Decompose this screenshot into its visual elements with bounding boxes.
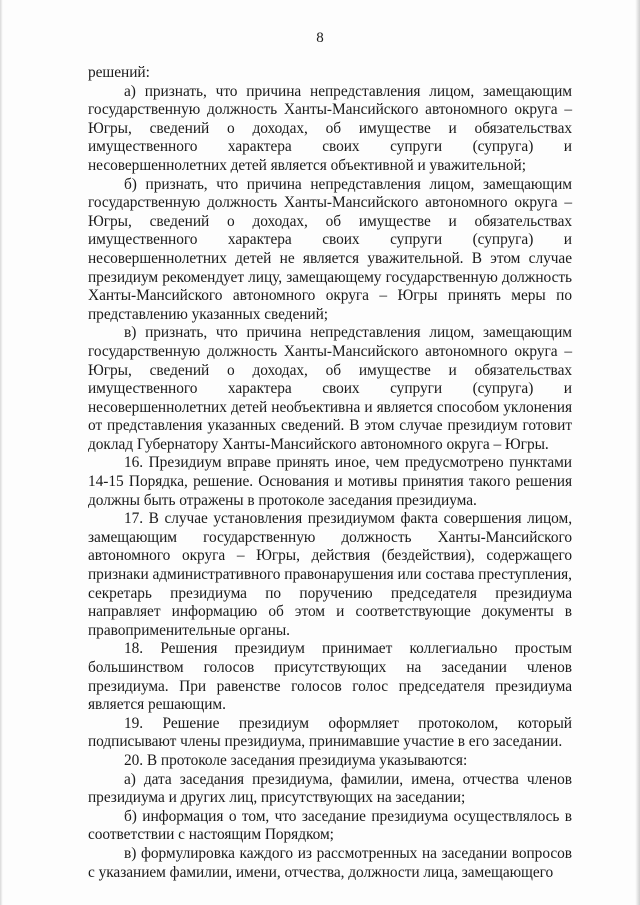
- paragraph-clause-16: 16. Президиум вправе принять иное, чем предусмотрено пунктами 14-15 Порядка, решение. Основания и мотивы принятия такого решения должны быть отражены в протоколе заседания президиума.: [88, 454, 572, 509]
- page-number: 8: [316, 30, 324, 46]
- paragraph-clause-18: 18. Решения президиум принимает коллегиально простым большинством голосов присутствующих на заседании членов президиума. При равенстве голосов голос председателя президиума является решающим.: [88, 640, 572, 714]
- paragraph-clause-20-b: б) информация о том, что заседание президиума осуществлялось в соответствии с настоящим Порядком;: [88, 807, 572, 844]
- paragraph-item-v: в) признать, что причина непредставления лицом, замещающим государственную должность Ханты-Мансийского автономного округа – Югры, сведений о доходах, об имуществе и обязательствах имущественного характера своих супруги (супруга) и несовершеннолетних детей необъективна и является способом уклонения от представления указанных сведений. В этом случае президиум готовит доклад Губернатору Ханты-Мансийского автономного округа – Югры.: [88, 324, 572, 453]
- paragraph-clause-20: 20. В протоколе заседания президиума указываются:: [124, 751, 468, 769]
- scan-edge-left: [0, 0, 3, 905]
- scan-edge-right: [635, 0, 640, 905]
- paragraph-clause-17: 17. В случае установления президиумом факта совершения лицом, замещающим государственную должность Ханты-Мансийского автономного округа – Югры, действия (бездействия), содержащего признаки административного правонарушения или состава преступления, секретарь президиума по поручению председателя президиума направляет информацию об этом и соответствующие документы в правоприменительные органы.: [88, 510, 572, 639]
- paragraph-item-a: а) признать, что причина непредставления лицом, замещающим государственную должность Ханты-Мансийского автономного округа – Югры, сведений о доходах, об имуществе и обязательствах имущественного характера своих супруги (супруга) и несовершеннолетних детей является объективной и уважительной;: [88, 82, 572, 174]
- document-body: [88, 64, 572, 882]
- paragraph-continuation: решений:: [88, 64, 150, 81]
- paragraph-item-b: б) признать, что причина непредставления лицом, замещающим государственную должность Ханты-Мансийского автономного округа – Югры, сведений о доходах, об имуществе и обязательствах имущественного характера своих супруги (супруга) и несовершеннолетних детей не является уважительной. В этом случае президиум рекомендует лицу, замещающему государственную должность Ханты-Мансийского автономного округа – Югры принять меры по представлению указанных сведений;: [88, 175, 572, 323]
- paragraph-clause-20-a: а) дата заседания президиума, фамилии, имена, отчества членов президиума и других лиц, присутствующих на заседании;: [88, 770, 572, 807]
- paragraph-clause-20-v: в) формулировка каждого из рассмотренных на заседании вопросов с указанием фамилии, имени, отчества, должности лица, замещающего: [88, 844, 572, 881]
- paragraph-clause-19: 19. Решение президиум оформляет протоколом, который подписывают члены президиума, принимавшие участие в его заседании.: [88, 714, 572, 751]
